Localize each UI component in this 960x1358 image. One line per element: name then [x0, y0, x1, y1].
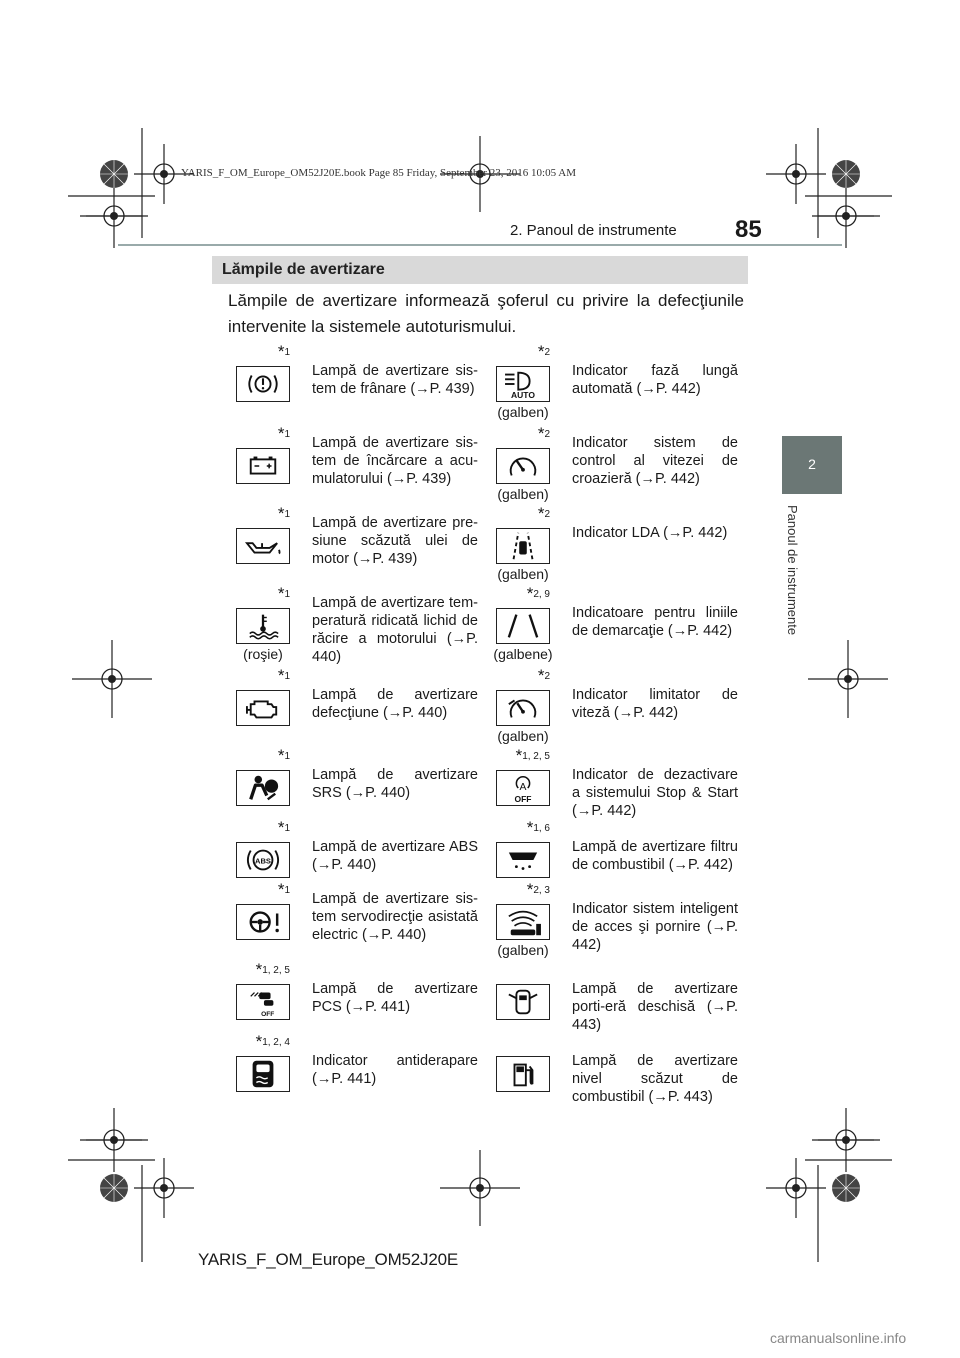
lamp-description: Indicator sistem inteligent de acces şi pornire (→P. 442) — [572, 901, 738, 953]
footnote-number: 1, 2, 5 — [522, 751, 550, 762]
footnote-marker: $*_2$ — [537, 424, 550, 443]
power-steering-icon — [236, 904, 290, 940]
watermark: carmanualsonline.info — [770, 1330, 907, 1346]
svg-text:AUTO: AUTO — [511, 390, 535, 401]
lamp-description: Lampă de avertizare pre-siune scăzută ulei de motor (→P. 439) — [312, 515, 478, 567]
lamp-description: Lampă de avertizare tem-peratură ridicată lichid de răcire a motorului (→P. 440) — [312, 595, 478, 665]
footnote-number: 2 — [544, 429, 550, 440]
lda-icon — [496, 528, 550, 564]
footnote-number: 2, 3 — [533, 885, 550, 896]
lamp-color-note: (galben) — [497, 728, 549, 744]
header-rule — [118, 244, 842, 246]
footnote-marker: $*_2$ — [537, 666, 550, 685]
lamp-color-note: (roşie) — [243, 646, 283, 662]
svg-text:OFF: OFF — [514, 794, 532, 805]
lamp-description: Indicator sistem de control al vitezei de croazieră (→P. 442) — [572, 435, 738, 487]
lamp-description: Indicatoare pentru liniile de demarcaţie (→P. 442) — [572, 605, 738, 639]
lamp-description: Lampă de avertizare nivel scăzut de combustibil (→P. 443) — [572, 1053, 738, 1105]
srs-airbag-icon — [236, 770, 290, 806]
footnote-number: 1 — [284, 509, 290, 520]
lamp-description: Lampă de avertizare sis-tem servodirecţie asistată electric (→P. 440) — [312, 891, 478, 943]
lamp-description: Indicator limitator de viteză (→P. 442) — [572, 687, 738, 721]
footnote-number: 1, 6 — [533, 823, 550, 834]
footnote-marker: $*_1$ — [277, 424, 290, 443]
lamp-description: Indicator LDA (→P. 442) — [572, 525, 728, 541]
footnote-marker: $*_1$ — [277, 666, 290, 685]
lamp-color-note: (galben) — [497, 942, 549, 958]
footnote-marker: $*_1$ — [277, 504, 290, 523]
lamp-color-note: (galben) — [497, 566, 549, 582]
lamp-color-note: (galben) — [497, 404, 549, 420]
svg-text:OFF: OFF — [261, 1011, 275, 1019]
auto-high-beam-icon — [496, 366, 550, 402]
oil-pressure-icon — [236, 528, 290, 564]
footnote-marker: $*_{1, 2, 5}$ — [515, 746, 550, 765]
chapter-title: 2. Panoul de instrumente — [510, 222, 677, 239]
fuel-filter-icon — [496, 842, 550, 878]
footnote-marker: $*_1$ — [277, 342, 290, 361]
footnote-number: 1 — [284, 589, 290, 600]
footnote-marker: $*_1$ — [277, 880, 290, 899]
abs-icon — [236, 842, 290, 878]
lamp-description: Lampă de avertizare PCS (→P. 441) — [312, 981, 478, 1015]
book-info-line: YARIS_F_OM_Europe_OM52J20E.book Page 85 Friday, September 23, 2016 10:05 AM — [181, 167, 576, 179]
footnote-number: 2 — [544, 509, 550, 520]
footnote-marker: $*_{1, 6}$ — [526, 818, 550, 837]
chapter-tab-number: 2 — [808, 456, 816, 472]
page-number: 85 — [735, 216, 762, 243]
svg-text:ABS: ABS — [255, 856, 271, 866]
pcs-off-icon — [236, 984, 290, 1020]
lamp-description: Indicator de dezactivare a sistemului Stop & Start (→P. 442) — [572, 767, 738, 819]
lamp-color-note: (galben) — [497, 486, 549, 502]
battery-charging-icon — [236, 448, 290, 484]
footer-code: YARIS_F_OM_Europe_OM52J20E — [198, 1250, 459, 1269]
footnote-number: 1 — [284, 751, 290, 762]
stop-start-off-icon — [496, 770, 550, 806]
footnote-marker: $*_2$ — [537, 504, 550, 523]
section-intro: Lămpile de avertizare informează şoferul cu privire la defecţiunile intervenite la sistemele autoturismului. — [228, 291, 744, 336]
brake-warning-icon — [236, 366, 290, 402]
slip-indicator-icon — [236, 1056, 290, 1092]
chapter-tab — [782, 436, 842, 494]
footnote-number: 2 — [544, 347, 550, 358]
lamp-description: Lampă de avertizare sis-tem de încărcare a acu-mulatorului (→P. 439) — [312, 435, 478, 487]
footnote-number: 2, 9 — [533, 589, 550, 600]
footnote-marker: $*_1$ — [277, 818, 290, 837]
lamp-description: Lampă de avertizare porti-eră deschisă (→P. 443) — [572, 981, 738, 1033]
section-title: Lămpile de avertizare — [222, 261, 385, 278]
footnote-number: 1 — [284, 885, 290, 896]
lamp-description: Lampă de avertizare ABS (→P. 440) — [312, 839, 478, 873]
lamp-color-note: (galbene) — [493, 646, 553, 662]
footnote-number: 1, 2, 4 — [262, 1037, 290, 1048]
speed-limiter-icon — [496, 690, 550, 726]
door-open-icon — [496, 984, 550, 1020]
footnote-marker: $*_{2, 3}$ — [526, 880, 550, 899]
footnote-number: 1 — [284, 823, 290, 834]
low-fuel-icon — [496, 1056, 550, 1092]
lamp-description: Lampă de avertizare SRS (→P. 440) — [312, 767, 478, 801]
svg-text:A: A — [519, 781, 527, 793]
footnote-marker: $*_{2, 9}$ — [526, 584, 550, 603]
lane-lines-icon — [496, 608, 550, 644]
footnote-number: 2 — [544, 671, 550, 682]
footnote-marker: $*_2$ — [537, 342, 550, 361]
section-heading-bar — [212, 256, 748, 284]
footnote-marker: $*_1$ — [277, 746, 290, 765]
footnote-number: 1, 2, 5 — [262, 965, 290, 976]
chapter-side-label: Panoul de instrumente — [785, 505, 800, 636]
footnote-marker: $*_{1, 2, 5}$ — [255, 960, 290, 979]
footnote-number: 1 — [284, 347, 290, 358]
lamp-description: Lampă de avertizare filtru de combustibil (→P. 442) — [572, 839, 738, 873]
check-engine-icon — [236, 690, 290, 726]
lamp-description: Lampă de avertizare defecţiune (→P. 440) — [312, 687, 478, 721]
lamp-description: Indicator fază lungă automată (→P. 442) — [572, 363, 738, 397]
lamp-description: Indicator antiderapare (→P. 441) — [312, 1053, 478, 1087]
footnote-number: 1 — [284, 429, 290, 440]
footnote-marker: $*_1$ — [277, 584, 290, 603]
cruise-control-icon — [496, 448, 550, 484]
footnote-number: 1 — [284, 671, 290, 682]
coolant-temperature-icon — [236, 608, 290, 644]
lamp-description: Lampă de avertizare sis-tem de frânare (→P. 439) — [312, 363, 478, 397]
footnote-marker: $*_{1, 2, 4}$ — [255, 1032, 290, 1051]
smart-entry-icon — [496, 904, 550, 940]
